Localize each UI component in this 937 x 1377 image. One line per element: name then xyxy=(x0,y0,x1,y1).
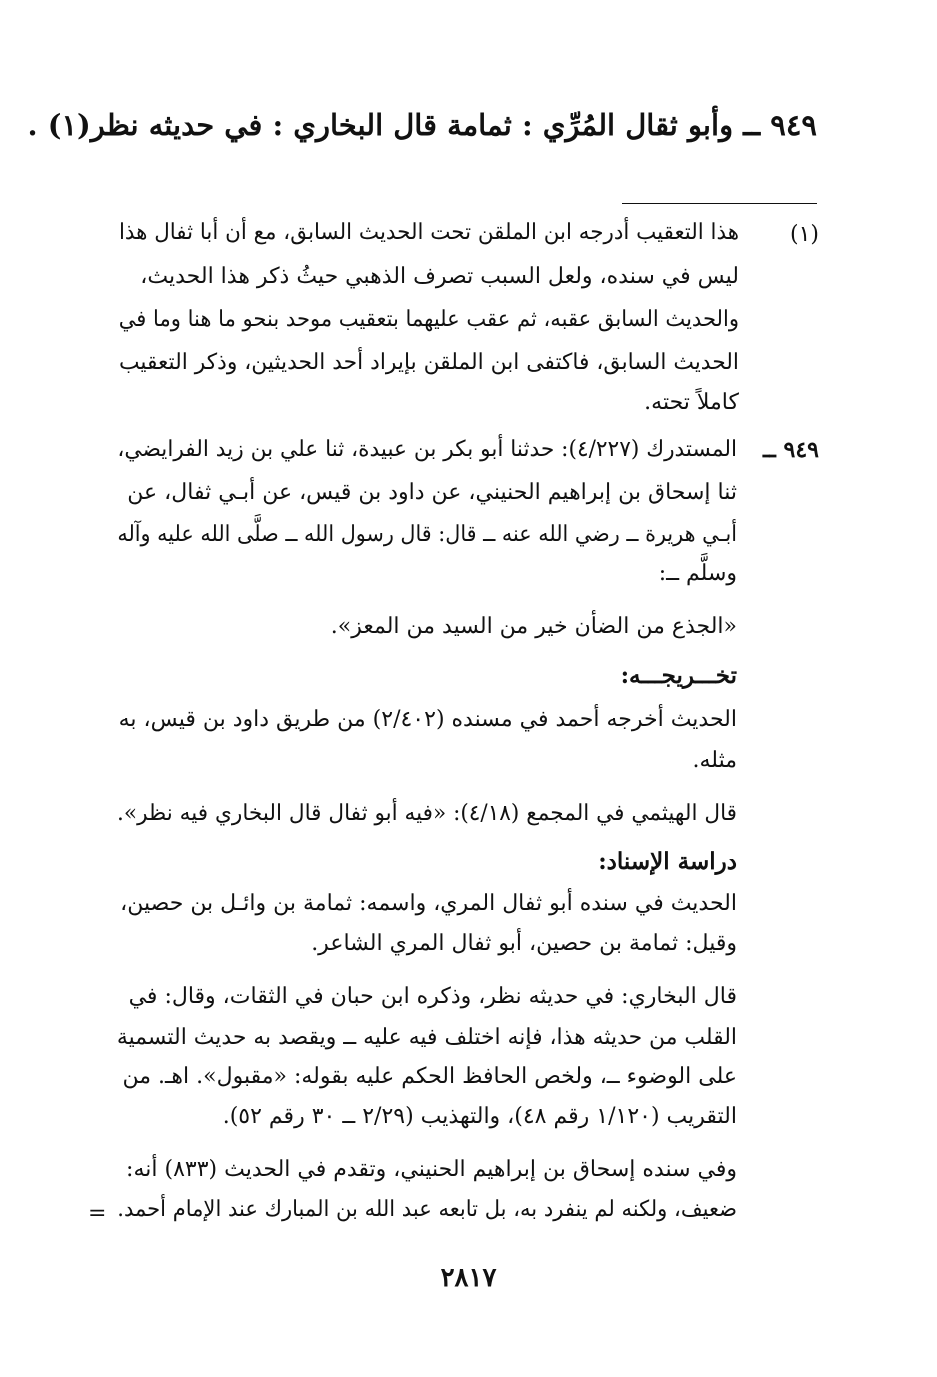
continuation-mark: = xyxy=(88,1201,107,1226)
footnote-line: هذا التعقيب أدرجه ابن الملقن تحت الحديث السابق، مع أن أبا ثفال هذا xyxy=(118,220,739,245)
isnad-line: التقريب (١/١٢٠ رقم ٤٨)، والتهذيب (٢/٢٩ ــ ٣٠ رقم ٥٢). xyxy=(222,1104,737,1129)
footnote-number: (١) xyxy=(789,222,819,247)
hadith-number: ٩٤٩ ــ xyxy=(762,437,819,463)
isnad-line: وفي سنده إسحاق بن إبراهيم الحنيني، وتقدم في الحديث (٨٣٣) أنه: xyxy=(126,1157,737,1182)
footnote-line: كاملاً تحته. xyxy=(644,390,739,415)
isnad-line: ضعيف، ولكنه لم ينفرد به، بل تابعه عبد الله بن المبارك عند الإمام أحمد. xyxy=(117,1197,737,1222)
hadith-isnad-line: المستدرك (٤/٢٢٧): حدثنا أبو بكر بن عبيدة، ثنا علي بن زيد الفرايضي، xyxy=(117,437,737,462)
takhrij-heading: تخـــريجـــه: xyxy=(620,662,737,689)
isnad-line: القلب من حديثه هذا، فإنه اختلف فيه عليه ــ ويقصد به حديث التسمية xyxy=(116,1025,738,1050)
footnote-line: الحديث السابق، فاكتفى ابن الملقن بإيراد أحد الحديثين، وذكر التعقيب xyxy=(119,350,740,375)
isnad-line: وقيل: ثمامة بن حصين، أبو ثفال المري الشاعر. xyxy=(311,931,737,956)
isnad-line: الحديث في سنده أبو ثفال المري، واسمه: ثمامة بن وائـل بن حصين، xyxy=(120,891,737,916)
footnote-separator xyxy=(622,203,817,204)
footnote-line: والحديث السابق عقبه، ثم عقب عليهما بتعقيب موحد بنحو ما هنا وما في xyxy=(118,307,739,332)
takhrij-line: مثله. xyxy=(692,748,737,773)
footnote-line: ليس في سنده، ولعل السبب تصرف الذهبي حيثُ ذكر هذا الحديث، xyxy=(140,264,739,289)
takhrij-line: الحديث أخرجه أحمد في مسنده (٢/٤٠٢) من طريق داود بن قيس، به xyxy=(118,707,737,732)
isnad-line: قال البخاري: في حديثه نظر، وذكره ابن حبان في الثقات، وقال: في xyxy=(128,984,737,1009)
hadith-isnad-line: أبـي هريرة ــ رضي الله عنه ــ قال: قال رسول الله ــ صلَّى الله عليه وآله xyxy=(117,522,738,547)
haythami-quote: قال الهيثمي في المجمع (٤/١٨): «فيه أبو ثفال قال البخاري فيه نظر». xyxy=(117,801,737,826)
isnad-line: على الوضوء ــ، ولخص الحافظ الحكم عليه بقوله: «مقبول». اهـ. من xyxy=(122,1064,737,1089)
hadith-isnad-line: ثنا إسحاق بن إبراهيم الحنيني، عن داود بن قيس، عن أبـي ثفال، عن xyxy=(127,480,737,505)
page-number: ٢٨١٧ xyxy=(440,1263,497,1293)
isnad-heading: دراسة الإسناد: xyxy=(598,848,737,875)
entry-heading: ٩٤٩ ــ وأبو ثقال المُرِّي : ثمامة قال البخاري : في حديثه نظر(١) . xyxy=(27,108,817,142)
hadith-text: «الجذع من الضأن خير من السيد من المعز». xyxy=(330,614,737,639)
hadith-isnad-line: وسلَّم ــ: xyxy=(658,561,737,586)
